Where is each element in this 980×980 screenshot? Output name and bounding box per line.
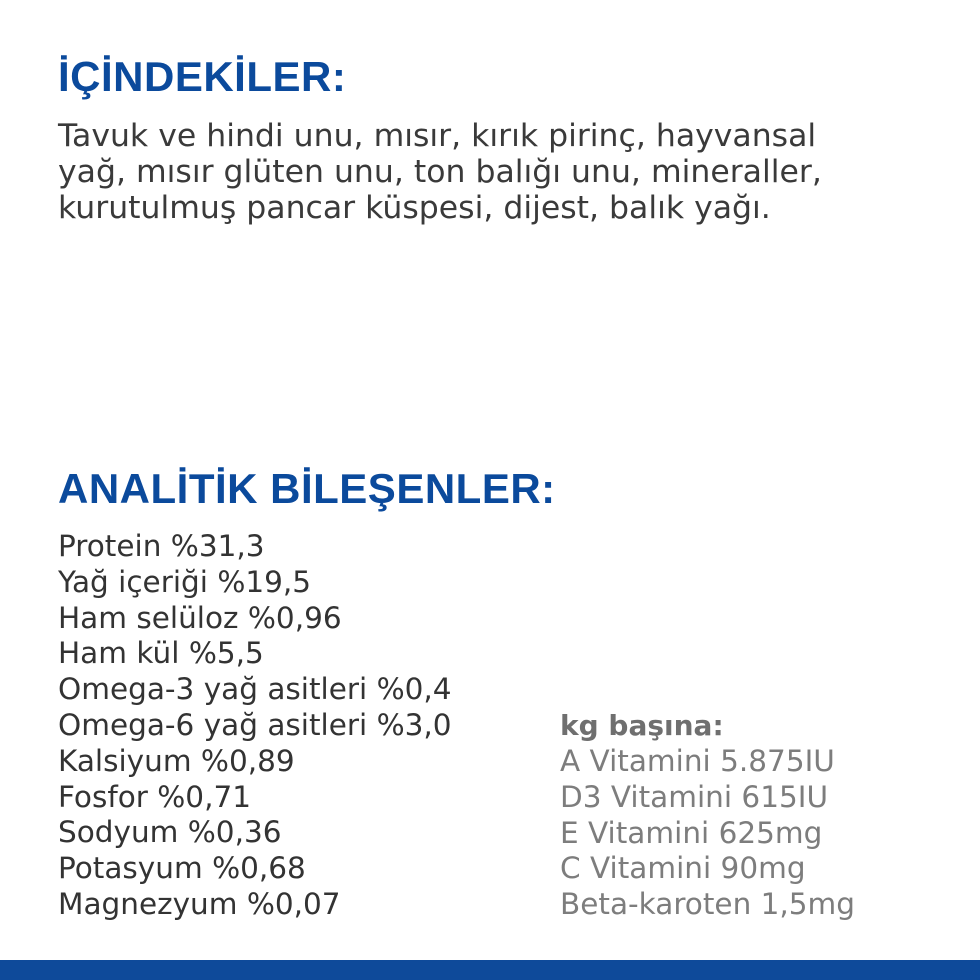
analytics-list — [58, 529, 452, 923]
analytics-item: Kalsiyum %0,89 — [58, 743, 295, 778]
vitamin-item: D3 Vitamini 615IU — [560, 779, 829, 814]
vitamins-title: kg başına: — [560, 709, 724, 742]
ingredients-title: İÇİNDEKİLER: — [58, 53, 347, 100]
analytics-item: Protein %31,3 — [58, 529, 265, 563]
ingredients-line: kurutulmuş pancar küspesi, dijest, balık yağı. — [58, 190, 771, 226]
analytics-item: Sodyum %0,36 — [58, 815, 282, 850]
analytics-item: Omega-6 yağ asitleri %3,0 — [58, 707, 452, 742]
vitamin-item: A Vitamini 5.875IU — [560, 744, 835, 778]
analytics-item: Fosfor %0,71 — [58, 779, 251, 814]
analytics-item: Ham selüloz %0,96 — [58, 600, 342, 635]
ingredients-line: Tavuk ve hindi unu, mısır, kırık pirinç, hayvansal — [58, 118, 817, 154]
vitamin-item: C Vitamini 90mg — [560, 851, 806, 886]
vitamin-item: E Vitamini 625mg — [560, 815, 823, 850]
analytics-item: Ham kül %5,5 — [58, 636, 264, 671]
ingredients-line: yağ, mısır glüten unu, ton balığı unu, mineraller, — [58, 154, 822, 190]
vitamins-list — [560, 744, 855, 923]
analytics-item: Magnezyum %0,07 — [58, 886, 341, 921]
analytics-item: Potasyum %0,68 — [58, 851, 306, 886]
ingredients-text — [58, 118, 938, 226]
analytics-title: ANALİTİK BİLEŞENLER: — [58, 465, 556, 512]
analytics-item: Omega-3 yağ asitleri %0,4 — [58, 672, 452, 707]
bottom-bar — [0, 960, 980, 980]
analytics-item: Yağ içeriği %19,5 — [58, 564, 312, 599]
vitamin-item: Beta-karoten 1,5mg — [560, 887, 856, 922]
